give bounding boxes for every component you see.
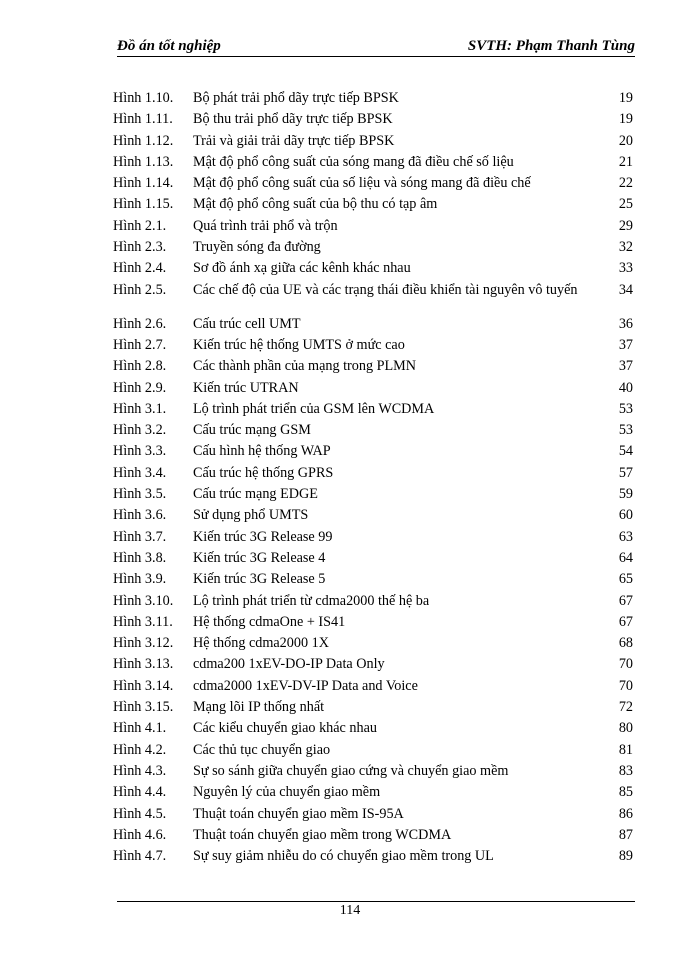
list-item <box>113 280 633 314</box>
figure-page-number: 34 <box>618 281 633 298</box>
list-item <box>113 740 633 761</box>
figure-page-number: 59 <box>618 486 633 503</box>
figure-label: Hình 1.15. <box>113 196 174 213</box>
figure-title: Cấu trúc mạng EDGE <box>193 486 318 503</box>
figure-title: Hệ thống cdma2000 1X <box>193 635 329 652</box>
figure-page-number: 67 <box>618 592 633 609</box>
figure-title: Lộ trình phát triển của GSM lên WCDMA <box>193 400 435 417</box>
figure-label: Hình 3.3. <box>113 443 167 460</box>
figure-title: Cấu trúc cell UMT <box>193 315 301 332</box>
list-item <box>113 527 633 548</box>
list-item <box>113 782 633 803</box>
figure-page-number: 37 <box>618 358 633 375</box>
list-item <box>113 484 633 505</box>
figure-page-number: 29 <box>618 217 633 234</box>
list-item <box>113 463 633 484</box>
figure-label: Hình 1.10. <box>113 90 174 106</box>
list-item <box>113 173 633 194</box>
figure-page-number: 54 <box>618 443 633 460</box>
list-item <box>113 131 633 152</box>
figure-title: Sự suy giảm nhiễu do có chuyển giao mềm trong UL <box>193 848 494 865</box>
figure-page-number: 81 <box>618 741 633 758</box>
figure-label: Hình 3.14. <box>113 677 174 694</box>
list-item <box>113 237 633 258</box>
list-item <box>113 804 633 825</box>
figure-title: cdma200 1xEV-DO-IP Data Only <box>193 656 385 673</box>
figure-title: Các thành phần của mạng trong PLMN <box>193 358 417 375</box>
figure-page-number: 68 <box>618 635 633 652</box>
list-item <box>113 633 633 654</box>
list-item <box>113 761 633 782</box>
list-item <box>113 505 633 526</box>
figure-page-number: 67 <box>618 613 633 630</box>
figure-label: Hình 3.10. <box>113 592 174 609</box>
figure-title: Truyền sóng đa đường <box>193 239 321 256</box>
figure-label: Hình 3.6. <box>113 507 167 524</box>
figure-title: Mật độ phổ công suất của số liệu và sóng mang đã điều chế <box>193 175 531 192</box>
figure-label: Hình 3.13. <box>113 656 174 673</box>
figure-label: Hình 1.13. <box>113 153 174 170</box>
figure-page-number: 53 <box>618 400 633 417</box>
figure-page-number: 87 <box>618 826 633 843</box>
list-item <box>113 314 633 335</box>
list-item <box>113 697 633 718</box>
figure-page-number: 57 <box>618 464 633 481</box>
figure-label: Hình 4.5. <box>113 805 167 822</box>
figure-title: Kiến trúc 3G Release 4 <box>193 549 326 566</box>
list-item <box>113 654 633 675</box>
figure-label: Hình 4.1. <box>113 720 167 737</box>
figure-page-number: 37 <box>618 336 633 353</box>
figure-page-number: 63 <box>618 528 633 545</box>
figure-page-number: 65 <box>618 571 633 588</box>
list-item <box>113 356 633 377</box>
list-item <box>113 569 633 590</box>
figure-title: Thuật toán chuyển giao mềm IS-95A <box>193 805 404 822</box>
figure-title: Sự so sánh giữa chuyển giao cứng và chuyển giao mềm <box>193 762 509 779</box>
figure-page-number: 20 <box>618 132 633 149</box>
figure-page-number: 83 <box>618 762 633 779</box>
figure-title: Trải và giải trải dãy trực tiếp BPSK <box>193 132 395 149</box>
figure-page-number: 33 <box>618 260 633 277</box>
list-item <box>113 825 633 846</box>
figure-title: Kiến trúc hệ thống UMTS ở mức cao <box>193 336 405 353</box>
list-of-figures <box>113 88 633 867</box>
figure-page-number: 22 <box>618 175 633 192</box>
figure-title: Lộ trình phát triển từ cdma2000 thế hệ ba <box>193 592 430 609</box>
figure-title: Cấu hình hệ thống WAP <box>193 443 331 460</box>
figure-label: Hình 2.6. <box>113 315 167 332</box>
figure-label: Hình 3.1. <box>113 400 167 417</box>
figure-label: Hình 3.2. <box>113 422 167 439</box>
figure-page-number: 70 <box>618 656 633 673</box>
figure-title: Hệ thống cdmaOne + IS41 <box>193 613 346 630</box>
figure-page-number: 19 <box>618 90 633 106</box>
page-header <box>117 38 635 58</box>
figure-title: Thuật toán chuyển giao mềm trong WCDMA <box>193 826 452 843</box>
figure-page-number: 72 <box>618 699 633 716</box>
figure-page-number: 89 <box>618 848 633 865</box>
figure-label: Hình 2.3. <box>113 239 167 256</box>
figure-label: Hình 3.12. <box>113 635 174 652</box>
figure-label: Hình 4.4. <box>113 784 167 801</box>
figure-label: Hình 4.3. <box>113 762 167 779</box>
header-author: SVTH: Phạm Thanh Tùng <box>467 38 635 54</box>
figure-label: Hình 3.15. <box>113 699 174 716</box>
figure-label: Hình 3.11. <box>113 613 173 630</box>
list-item <box>113 676 633 697</box>
figure-label: Hình 2.1. <box>113 217 167 234</box>
figure-title: Kiến trúc 3G Release 99 <box>193 528 333 545</box>
figure-label: Hình 3.8. <box>113 549 167 566</box>
figure-label: Hình 3.4. <box>113 464 167 481</box>
figure-page-number: 86 <box>618 805 633 822</box>
list-item <box>113 718 633 739</box>
figure-page-number: 40 <box>618 379 633 396</box>
list-item <box>113 335 633 356</box>
figure-page-number: 25 <box>618 196 633 213</box>
list-item <box>113 548 633 569</box>
figure-label: Hình 2.5. <box>113 281 167 298</box>
header-document-type: Đồ án tốt nghiệp <box>117 38 221 54</box>
figure-label: Hình 3.9. <box>113 571 167 588</box>
footer-divider <box>117 901 635 902</box>
header-divider <box>117 56 635 57</box>
figure-page-number: 21 <box>618 153 633 170</box>
figure-title: Kiến trúc 3G Release 5 <box>193 571 326 588</box>
figure-label: Hình 3.5. <box>113 486 167 503</box>
list-item <box>113 194 633 215</box>
figure-page-number: 60 <box>618 507 633 524</box>
figure-label: Hình 1.12. <box>113 132 174 149</box>
figure-label: Hình 2.8. <box>113 358 167 375</box>
figure-title: Bộ thu trải phổ dãy trực tiếp BPSK <box>193 111 393 128</box>
figure-title: Các kiểu chuyển giao khác nhau <box>193 720 377 737</box>
list-item <box>113 399 633 420</box>
figure-label: Hình 2.9. <box>113 379 167 396</box>
figure-page-number: 36 <box>618 315 633 332</box>
figure-page-number: 85 <box>618 784 633 801</box>
figure-title: Sơ đồ ánh xạ giữa các kênh khác nhau <box>193 260 411 277</box>
figure-label: Hình 2.4. <box>113 260 167 277</box>
list-item <box>113 378 633 399</box>
figure-title: cdma2000 1xEV-DV-IP Data and Voice <box>193 677 418 694</box>
figure-title: Mật độ phổ công suất của sóng mang đã điều chế số liệu <box>193 153 514 170</box>
figure-title: Sử dụng phổ UMTS <box>193 507 309 524</box>
list-item <box>113 441 633 462</box>
list-item <box>113 591 633 612</box>
figure-label: Hình 3.7. <box>113 528 167 545</box>
list-item <box>113 612 633 633</box>
figure-title: Nguyên lý của chuyển giao mềm <box>193 784 381 801</box>
figure-title: Cấu trúc mạng GSM <box>193 422 311 439</box>
list-item <box>113 846 633 867</box>
figure-page-number: 32 <box>618 239 633 256</box>
figure-title: Các thủ tục chuyển giao <box>193 741 331 758</box>
list-item <box>113 420 633 441</box>
figure-page-number: 70 <box>618 677 633 694</box>
figure-title: Mật độ phổ công suất của bộ thu có tạp âm <box>193 196 438 213</box>
figure-title: Quá trình trải phổ và trộn <box>193 217 338 234</box>
figure-title: Mạng lõi IP thống nhất <box>193 699 325 716</box>
list-item <box>113 88 633 109</box>
list-item <box>113 152 633 173</box>
page-number: 114 <box>339 903 361 918</box>
figure-page-number: 19 <box>618 111 633 128</box>
figure-label: Hình 4.6. <box>113 826 167 843</box>
figure-page-number: 53 <box>618 422 633 439</box>
list-item <box>113 109 633 130</box>
list-item <box>113 216 633 237</box>
figure-label: Hình 1.14. <box>113 175 174 192</box>
figure-page-number: 80 <box>618 720 633 737</box>
figure-title: Kiến trúc UTRAN <box>193 379 299 396</box>
figure-label: Hình 2.7. <box>113 336 167 353</box>
list-item <box>113 258 633 279</box>
figure-title: Các chế độ của UE và các trạng thái điều khiển tài nguyên vô tuyến <box>193 281 578 298</box>
figure-page-number: 64 <box>618 549 633 566</box>
figure-label: Hình 4.7. <box>113 848 167 865</box>
figure-label: Hình 4.2. <box>113 741 167 758</box>
figure-title: Bộ phát trải phổ dãy trực tiếp BPSK <box>193 90 399 106</box>
figure-label: Hình 1.11. <box>113 111 173 128</box>
figure-title: Cấu trúc hệ thống GPRS <box>193 464 334 481</box>
